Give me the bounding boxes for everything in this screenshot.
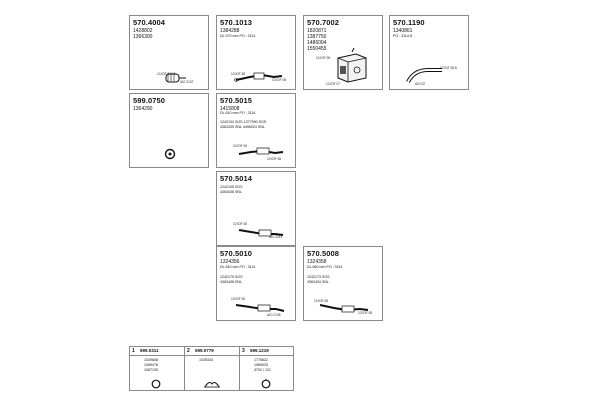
ref-number: 1486004 bbox=[307, 40, 327, 46]
part-card-570-5014[interactable] bbox=[216, 171, 296, 246]
ref-number: 1428802 bbox=[133, 28, 153, 34]
callout-label: 10 IDF 05 bbox=[231, 297, 245, 301]
callout-label: AIO 3114 bbox=[269, 235, 283, 239]
ref-number: 1820871 bbox=[307, 28, 327, 34]
callout-label: 10 IDF 05 bbox=[316, 56, 330, 60]
part-code: 570.1190 bbox=[393, 18, 425, 27]
callout-label: 10 IDF 05 bbox=[233, 222, 247, 226]
note-text: 1242179 SGS bbox=[220, 275, 243, 279]
ref-number: 1550455 bbox=[307, 46, 327, 52]
callout-label: 10 IDF 08 bbox=[358, 311, 372, 315]
ref-number: 1989025 bbox=[254, 363, 268, 367]
accessory-code: 599.0311 bbox=[140, 348, 159, 353]
note-text: 1242173 SGS bbox=[307, 275, 330, 279]
rubber-mount-icon bbox=[164, 148, 176, 160]
ref-number: 1366300 bbox=[133, 34, 153, 40]
ref-number: 1324356 bbox=[220, 259, 240, 265]
item-number: 2 bbox=[187, 348, 190, 354]
note-text: 1242105 SGS bbox=[220, 185, 243, 189]
note-text: 4363436 SNL bbox=[220, 190, 242, 194]
part-card-570-5015[interactable] bbox=[216, 93, 296, 168]
callout-label: 10 IDF 08 bbox=[267, 157, 281, 161]
accessory-code: 599.1219 bbox=[250, 348, 269, 353]
ref-number: 1039658 bbox=[144, 358, 158, 362]
part-code: 570.5010 bbox=[220, 249, 253, 258]
part-card-570-1013[interactable] bbox=[216, 15, 296, 90]
part-code: 570.1013 bbox=[220, 18, 253, 27]
part-card-570-1190[interactable] bbox=[389, 15, 469, 90]
item-number: 1 bbox=[132, 348, 135, 354]
part-card-570-5008[interactable] bbox=[303, 246, 383, 321]
note-text: 4363438 SNL bbox=[220, 280, 242, 284]
callout-label: 10 IDF 05 bbox=[233, 144, 247, 148]
ref-number: 1364290 bbox=[133, 106, 153, 112]
spec-text: PO : 3114-8 bbox=[393, 34, 413, 38]
ref-number: 1324358 bbox=[307, 259, 327, 265]
muffler-box-icon bbox=[332, 48, 372, 86]
part-code: 570.4004 bbox=[133, 18, 166, 27]
accessory-code: 599.0779 bbox=[195, 348, 214, 353]
ref-number: 1415808 bbox=[220, 106, 240, 112]
item-number: 3 bbox=[242, 348, 245, 354]
accessory-strip bbox=[129, 346, 294, 391]
callout-label: 10 IDF 38 bbox=[231, 72, 245, 76]
callout-label: 10 IDF 07 bbox=[326, 82, 340, 86]
accessory-cell-3[interactable] bbox=[240, 347, 295, 390]
accessory-cell-2[interactable] bbox=[185, 347, 240, 390]
note-text: 1242104 SGS 1377990 SGS bbox=[220, 120, 267, 124]
ref-number: 1387750 bbox=[307, 34, 327, 40]
spec-text: DL 610 mm PO : 3114 bbox=[220, 111, 256, 115]
hanger-clamp-icon bbox=[260, 379, 272, 389]
spec-text: DL 660 mm PO : 3114 bbox=[307, 265, 343, 269]
callout-label: 10 IDF 08 bbox=[272, 78, 286, 82]
callout-label: 10 IDF 503 5 bbox=[157, 72, 176, 76]
part-card-599-0750[interactable] bbox=[129, 93, 209, 168]
callout-label: AIO 2135 bbox=[267, 313, 281, 317]
spec-text: DL 640 mm PO : 3114 bbox=[220, 265, 256, 269]
part-code: 570.5015 bbox=[220, 96, 253, 105]
ref-number: 1384288 bbox=[220, 28, 240, 34]
ref-number: 1499476 bbox=[144, 363, 158, 367]
ring-clamp-icon bbox=[150, 379, 162, 389]
callout-label: AIO 02 bbox=[415, 82, 425, 86]
part-card-570-5010[interactable] bbox=[216, 246, 296, 321]
note-text: 4363434 SNL bbox=[307, 280, 329, 284]
accessory-cell-1[interactable] bbox=[130, 347, 185, 390]
spec-text: DL 570 mm PO : 3114 bbox=[220, 34, 256, 38]
part-code: 599.0750 bbox=[133, 96, 166, 105]
part-card-570-4004[interactable] bbox=[129, 15, 209, 90]
ref-number: 3702 / 121 bbox=[254, 368, 271, 372]
ref-number: 1039334 bbox=[199, 358, 213, 362]
ref-number: 1087139 bbox=[144, 368, 158, 372]
callout-label: 10 IDF 06 bbox=[314, 299, 328, 303]
part-card-570-7002[interactable] bbox=[303, 15, 383, 90]
callout-label: 10 IDF 08 8 bbox=[440, 66, 457, 70]
note-text: 4363435 SNL 4496024 SNL bbox=[220, 125, 265, 129]
u-bolt-clamp-icon bbox=[203, 379, 221, 389]
part-code: 570.5008 bbox=[307, 249, 340, 258]
callout-label: AIO 2137 bbox=[180, 80, 194, 84]
part-code: 570.5014 bbox=[220, 174, 253, 183]
ref-number: 1340861 bbox=[393, 28, 413, 34]
part-code: 570.7002 bbox=[307, 18, 340, 27]
ref-number: 1775622 bbox=[254, 358, 268, 362]
